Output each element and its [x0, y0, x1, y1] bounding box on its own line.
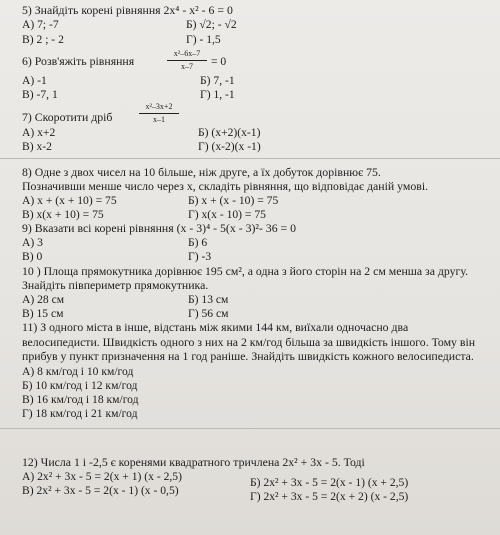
q11-option-c: В) 16 км/год і 18 км/год — [22, 393, 139, 406]
q8-option-d: Г) x(x - 10) = 75 — [188, 208, 266, 221]
question-11-line-1: 11) З одного міста в інше, відстань між якими 144 км, виїхали одночасно два — [22, 320, 409, 334]
question-10-line-2: Знайдіть півпериметр прямокутника. — [22, 278, 209, 292]
question-11-line-3: прибув у пункт призначення на 1 год раніше. Знайдіть швидкість кожного велосипедиста. — [22, 349, 474, 363]
q7-option-d: Г) (x-2)(x -1) — [198, 140, 261, 153]
q8-option-c: В) x(x + 10) = 75 — [22, 208, 104, 221]
q6-numerator: x²–6x–7 — [173, 49, 201, 58]
q7-option-a: А) x+2 — [22, 126, 56, 139]
q9-option-d: Г) -3 — [188, 250, 212, 263]
question-5: 5) Знайдіть корені рівняння 2x⁴ - x² - 6 = 0 — [22, 3, 233, 17]
q11-option-d: Г) 18 км/год і 21 км/год — [22, 407, 138, 420]
q6-option-d: Г) 1, -1 — [200, 88, 235, 101]
q12-option-c: В) 2x² + 3x - 5 = 2(x - 1) (x - 0,5) — [22, 484, 179, 497]
q12-option-a: А) 2x² + 3x - 5 = 2(x + 1) (x - 2,5) — [22, 470, 182, 483]
q11-option-a: А) 8 км/год і 10 км/год — [22, 365, 134, 378]
q6-option-c: В) -7, 1 — [22, 88, 58, 101]
q10-option-c: В) 15 см — [22, 307, 64, 320]
q6-equals-zero: = 0 — [211, 55, 227, 68]
q9-option-b: Б) 6 — [188, 236, 208, 249]
q10-option-b: Б) 13 см — [188, 293, 229, 306]
q5-option-c: В) 2 ; - 2 — [22, 33, 64, 46]
question-8-line-2: Позначивши менше число через x, складіть рівняння, що відповідає даній умові. — [22, 179, 429, 193]
section-divider — [0, 158, 500, 159]
q7-fraction-bar — [139, 113, 179, 114]
q5-option-a: А) 7; -7 — [22, 18, 59, 31]
q5-option-b: Б) √2; - √2 — [186, 18, 237, 31]
question-6-prefix: 6) Розв'яжіть рівняння — [22, 54, 135, 68]
q9-option-c: В) 0 — [22, 250, 43, 263]
q6-fraction-bar — [167, 60, 207, 61]
q11-option-b: Б) 10 км/год і 12 км/год — [22, 379, 138, 392]
question-9: 9) Вказати всі корені рівняння (x - 3)⁴ - 5(x - 3)²- 36 = 0 — [22, 221, 297, 235]
q6-option-a: А) -1 — [22, 74, 47, 87]
question-11-line-2: велосипедисти. Швидкість одного з них на 2 км/год більша за швидкість іншого. Тому він — [22, 335, 476, 349]
q9-option-a: А) 3 — [22, 236, 43, 249]
q7-option-b: Б) (x+2)(x-1) — [198, 126, 261, 139]
q8-option-a: А) x + (x + 10) = 75 — [22, 194, 117, 207]
q12-option-d: Г) 2x² + 3x - 5 = 2(x + 2) (x - 2,5) — [250, 490, 409, 503]
section-divider-2 — [0, 428, 500, 429]
question-10-line-1: 10 ) Площа прямокутника дорівнює 195 см², а одна з його сторін на 2 см менша за другу. — [22, 264, 469, 278]
question-8-line-1: 8) Одне з двох чисел на 10 більше, ніж друге, а їх добуток дорівнює 75. — [22, 165, 381, 179]
q6-option-b: Б) 7, -1 — [200, 74, 235, 87]
q8-option-b: Б) x + (x - 10) = 75 — [188, 194, 279, 207]
q7-denominator: x–1 — [153, 115, 165, 124]
question-12: 12) Числа 1 і -2,5 є коренями квадратного тричлена 2x² + 3x - 5. Тоді — [22, 455, 365, 469]
q12-option-b: Б) 2x² + 3x - 5 = 2(x - 1) (x + 2,5) — [250, 476, 409, 489]
q10-option-a: А) 28 см — [22, 293, 65, 306]
q5-option-d: Г) - 1,5 — [186, 33, 221, 46]
q7-numerator: x²–3x+2 — [145, 102, 173, 111]
q6-denominator: x–7 — [181, 62, 193, 71]
q10-option-d: Г) 56 см — [188, 307, 229, 320]
question-7-prefix: 7) Скоротити дріб — [22, 110, 113, 124]
q7-option-c: В) x-2 — [22, 140, 52, 153]
